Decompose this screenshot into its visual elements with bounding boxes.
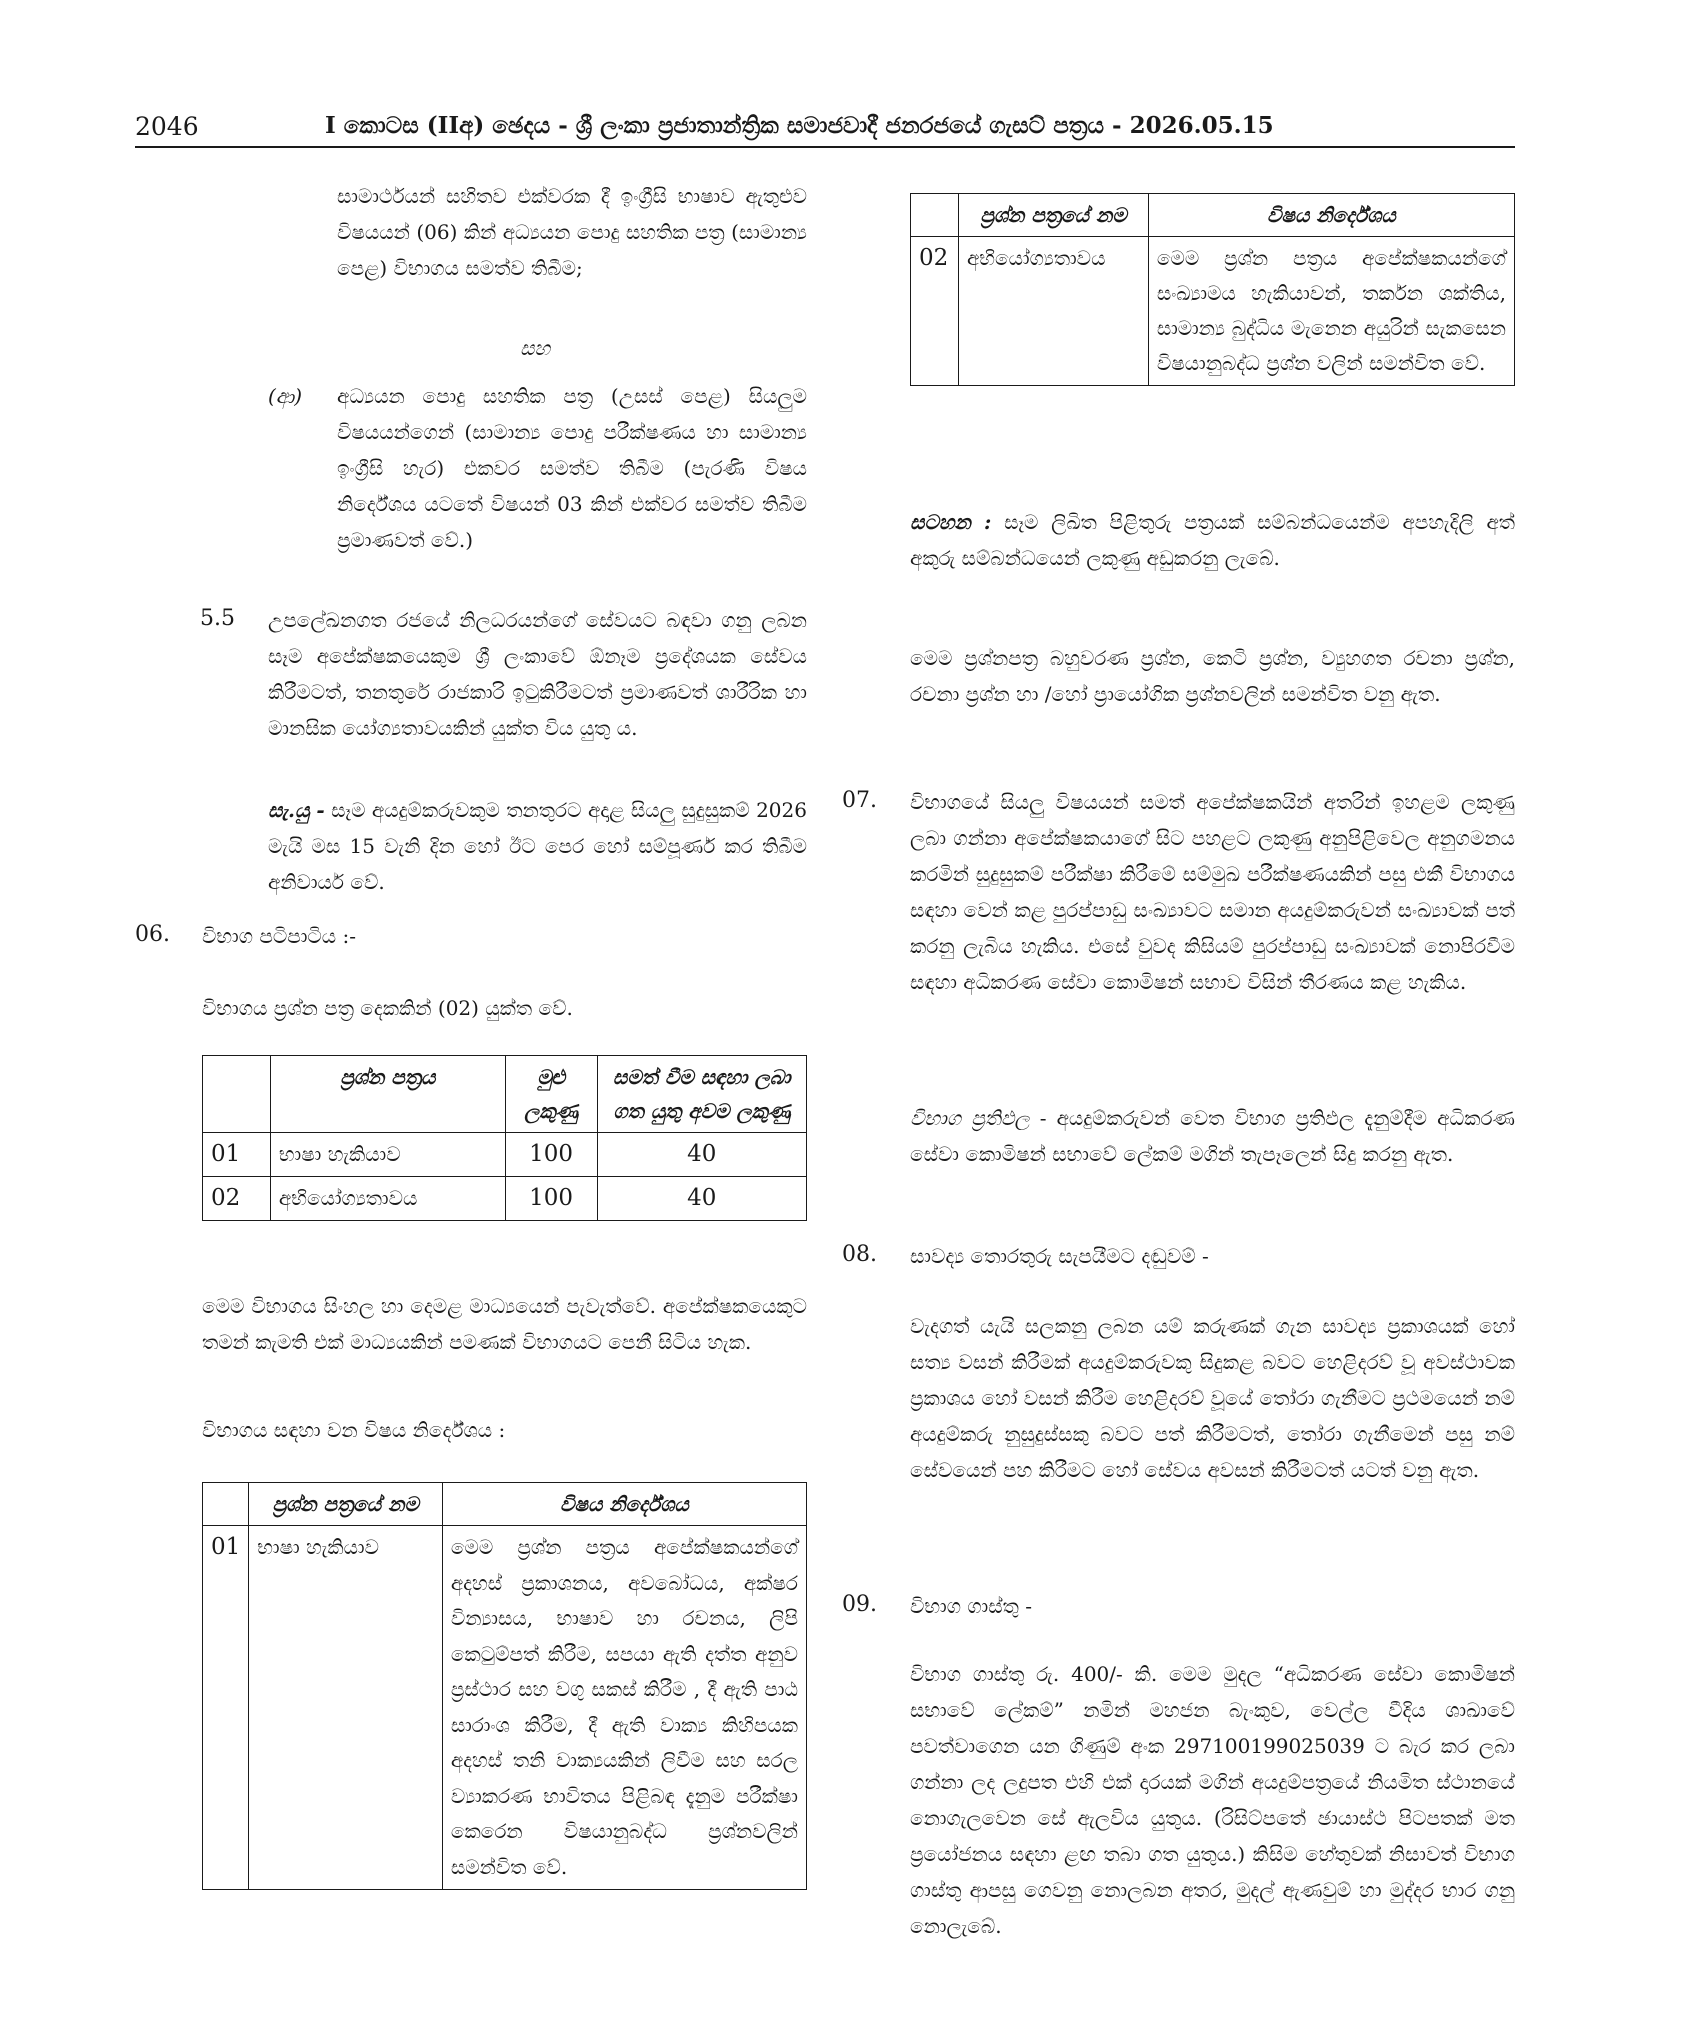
results-label: විභාග ප්‍රතිඵල [910, 1106, 1030, 1130]
syllabus-table-2 [910, 193, 1515, 386]
table-header-cell: ප්‍රශ්න පත්‍රයේ නම [958, 194, 1148, 237]
item-aa-text: අධ්‍යයන පොදු සහතික පත්‍ර (උසස් පෙළ) සියලුම විෂයයන්ගෙන් (සාමාන්‍ය පොදු පරීක්ෂණය හා සාමාන්‍ය ඉංග්‍රීසි හැර) එකවර සමත්ව තිබීම (පැරණි විෂය නිර්දේශය යටතේ විෂයන් 03 කින් එක්වර සමත්ව තිබීම ප්‍රමාණවත් වේ.) [337, 384, 807, 552]
table-cell: භාෂා හැකියාව [249, 1526, 443, 1890]
page-number: 2046 [135, 112, 199, 141]
satahana-label: සටහන : [910, 510, 992, 534]
section-08-text: වැදගත් යැයි සලකනු ලබන යම් කරුණක් ගැන සාවද්‍ය ප්‍රකාශයක් හෝ සත්‍ය වසන් කිරීමක් අයදුම්කරුවකු සිදුකළ බවට හෙළිදරව් වූ අවස්ථාවක ප්‍රකාශය හෝ වසන් කිරීම හෙළිදරව් වූයේ තෝරා ගැනීමට ප්‍රථමයෙන් නම් අයදුම්කරු නුසුදුස්සකු බවට පත් කිරීමටත්, තෝරා ගැනීමෙන් පසු නම් සේවයෙන් පහ කිරීමට හෝ සේවය අවසන් කිරීමටත් යටත් වනු ඇත. [910, 1314, 1515, 1482]
section-5-5-text: උපලේඛනගත රජයේ නිලධරයන්ගේ සේවයට බඳවා ගනු ලබන සෑම අපේක්ෂකයෙකුම ශ්‍රී ලංකාවේ ඕනෑම ප්‍රදේශයක සේවය කිරීමටත්, තනතුරේ රාජකාරි ඉටුකිරීමටත් ප්‍රමාණවත් ශාරීරික හා මානසික යෝග්‍යතාවයකින් යුක්ත විය යුතු ය. [268, 608, 807, 740]
table-cell: 01 [203, 1133, 271, 1177]
syllabus-intro: විභාගය සඳහා වන විෂය නිර්දේශය : [202, 1418, 506, 1442]
table-header-cell: සමත් වීම සඳහා ලබා ගත යුතු අවම ලකුණු [597, 1056, 807, 1133]
results-text: - අයදුම්කරුවන් වෙත විභාග ප්‍රතිඵල දැනුම්දීම අධිකරණ සේවා කොමිෂන් සභාවේ ලේකම් මගින් තැපෑලෙන් සිදු කරනු ඇත. [910, 1106, 1515, 1166]
note-text: සෑම අයදුම්කරුවකුම තනතුරට අදාළ සියලු සුදුසුකම් 2026 මැයි මස 15 වැනි දින හෝ ඊට පෙර හෝ සම්පූර්ණ කර තිබීම අනිවාර්ය වේ. [268, 798, 807, 894]
syllabus-table-1 [202, 1482, 807, 1890]
table-header-cell: විෂය නිර්දේශය [1148, 194, 1514, 237]
table-cell: 100 [505, 1133, 597, 1177]
table-cell: අභියෝග්‍යතාවය [270, 1177, 505, 1221]
papers-marks-table [202, 1055, 807, 1221]
paper-types-paragraph: මෙම ප්‍රශ්නපත්‍ර බහුවරණ ප්‍රශ්න, කෙටි ප්‍රශ්න, ව්‍යුහගත රචනා ප්‍රශ්න, රචනා ප්‍රශ්න හා /හෝ ප්‍රායෝගික ප්‍රශ්නවලින් සමන්විත වනු ඇත. [910, 646, 1515, 706]
table-row [203, 1133, 807, 1177]
table-header-cell [911, 194, 959, 237]
section-09-number: 09. [842, 1592, 877, 1617]
para-a-continuation: සාමාර්ථයන් සහිතව එක්වරක දී ඉංග්‍රීසි භාෂාව ඇතුළුව විෂයයන් (06) කින් අධ්‍යයන පොදු සහතික පත්‍ර (සාමාන්‍ය පෙළ) විභාගය සමත්ව තිබීම; [337, 184, 807, 280]
section-06-title: විභාග පටිපාටිය :- [202, 924, 357, 948]
table-cell: 40 [597, 1177, 807, 1221]
table-header-cell: ප්‍රශ්න පත්‍රයේ නම [249, 1483, 443, 1526]
table-cell: 01 [203, 1526, 249, 1890]
table-header-cell [203, 1056, 271, 1133]
table-header-cell: ප්‍රශ්න පත්‍රය [270, 1056, 505, 1133]
section-07-text: විභාගයේ සියලු විෂයයන් සමත් අපේක්ෂකයින් අතරින් ඉහළම ලකුණු ලබා ගන්නා අපේක්ෂකයාගේ සිට පහළට ලකුණු අනුපිළිවෙල අනුගමනය කරමින් සුදුසුකම් පරීක්ෂා කිරීමේ සම්මුඛ පරීක්ෂණයකින් පසු එකී විභාගය සඳහා වෙන් කළ පුරප්පාඩු සංඛ්‍යාවට සමාන අයදුම්කරුවන් සංඛ්‍යාවක් පත් කරනු ලැබිය හැකිය. එසේ වුවද කිසියම් පුරප්පාඩු සංඛ්‍යාවක් නොපිරවීම සඳහා අධිකරණ සේවා කොමිෂන් සභාව විසින් තීරණය කළ හැකිය. [910, 790, 1515, 994]
table-row [203, 1526, 807, 1890]
satahana-text: සෑම ලිඛිත පිළිතුරු පත්‍රයක් සම්බන්ධයෙන්ම අපහැදිලි අත් අකුරු සම්බන්ධයෙන් ලකුණු අඩුකරනු ලැබේ. [910, 510, 1516, 570]
table-header-row [203, 1483, 807, 1526]
section-08-number: 08. [842, 1242, 877, 1267]
table-cell: භාෂා හැකියාව [270, 1133, 505, 1177]
table-header-cell [203, 1483, 249, 1526]
table-cell: 02 [203, 1177, 271, 1221]
table-header-cell: මුළු ලකුණු [505, 1056, 597, 1133]
table-row [203, 1177, 807, 1221]
gazette-title: I කොටස (IIඅ) ඡෙදය - ශ්‍රී ලංකා ප්‍රජාතාන්ත්‍රික සමාජවාදී ජනරජයේ ගැසට් පත්‍රය - 2026.05.15 [325, 112, 1274, 139]
results-paragraph [910, 1100, 1515, 1172]
note-sa-yu [268, 792, 807, 900]
medium-paragraph: මෙම විභාගය සිංහල හා දෙමළ මාධ්‍යයෙන් පැවැත්වේ. අපේක්ෂකයෙකුට තමන් කැමති එක් මාධ්‍යයකින් පමණක් විභාගයට පෙනී සිටිය හැක. [202, 1294, 807, 1354]
table-header-row [203, 1056, 807, 1133]
section-08-title: සාවද්‍ය තොරතුරු සැපයීමට දඬුවම් - [910, 1244, 1209, 1268]
section-5-5-number: 5.5 [200, 606, 235, 631]
section-07-number: 07. [842, 788, 877, 813]
table-header-row [911, 194, 1515, 237]
item-aa-label: (ආ) [268, 384, 303, 408]
header-rule [135, 146, 1515, 148]
section-06-number: 06. [135, 922, 170, 947]
table-row [911, 237, 1515, 386]
section-06-line: විභාගය ප්‍රශ්න පත්‍ර දෙකකින් (02) යුක්ත වේ. [202, 996, 573, 1020]
section-09-text: විභාග ගාස්තු රු. 400/- කි. මෙම මුදල “අධිකරණ සේවා කොමිෂන් සභාවේ ලේකම්” නමින් මහජන බැංකුව, වෙල්ල වීදිය ශාඛාවේ පවත්වාගෙන යන ගිණුම් අංක 297100199025039 ට බැර කර ලබා ගන්නා ලද ලදුපත එහි එක් දාරයක් මගින් අයදුම්පත්‍රයේ නියමිත ස්ථානයේ නොගැලවෙන සේ ඇලවිය යුතුය. (රිසිට්පතේ ඡායාස්ථ පිටපතක් මත ප්‍රයෝජනය සඳහා ළඟ තබා ගත යුතුය.) කිසිම හේතුවක් නිසාවත් විභාග ගාස්තු ආපසු ගෙවනු නොලබන අතර, මුදල් ඇණවුම් හා මුද්දර භාර ගනු නොලැබේ. [910, 1662, 1515, 1938]
note-label: සැ.යු - [268, 798, 325, 822]
table-cell: මෙම ප්‍රශ්න පත්‍රය අපේක්ෂකයන්ගේ සංඛ්‍යාමය හැකියාවන්, තර්කන ශක්තිය, සාමාන්‍ය බුද්ධිය මැනෙන අයුරින් සැකසෙන විෂයානුබද්ධ ප්‍රශ්න වලින් සමන්විත වේ. [1148, 237, 1514, 386]
satahana-note [910, 504, 1515, 576]
table-cell: 100 [505, 1177, 597, 1221]
saha-connector: සහ [520, 336, 551, 360]
table-cell: 02 [911, 237, 959, 386]
table-cell: 40 [597, 1133, 807, 1177]
section-09-title: විභාග ගාස්තු - [910, 1594, 1032, 1618]
table-cell: මෙම ප්‍රශ්න පත්‍රය අපේක්ෂකයන්ගේ අදහස් ප්‍රකාශනය, අවබෝධය, අක්ෂර වින්‍යාසය, භාෂාව හා රචනය, ලිපි කෙටුම්පත් කිරීම, සපයා ඇති දත්ත අනුව ප්‍රස්ථාර සහ වගු සකස් කිරීම , දී ඇති පාඨ සාරාංශ කිරීම, දී ඇති වාක්‍ය කිහිපයක අදහස් තනි වාක්‍යයකින් ලිවීම සහ සරල ව්‍යාකරණ භාවිතය පිළිබඳ දැනුම පරීක්ෂා කෙරෙන විෂයානුබද්ධ ප්‍රශ්නවලින් සමන්විත වේ. [442, 1526, 806, 1890]
running-header [135, 112, 1515, 148]
table-cell: අභියෝග්‍යතාවය [958, 237, 1148, 386]
table-header-cell: විෂය නිර්දේශය [442, 1483, 806, 1526]
